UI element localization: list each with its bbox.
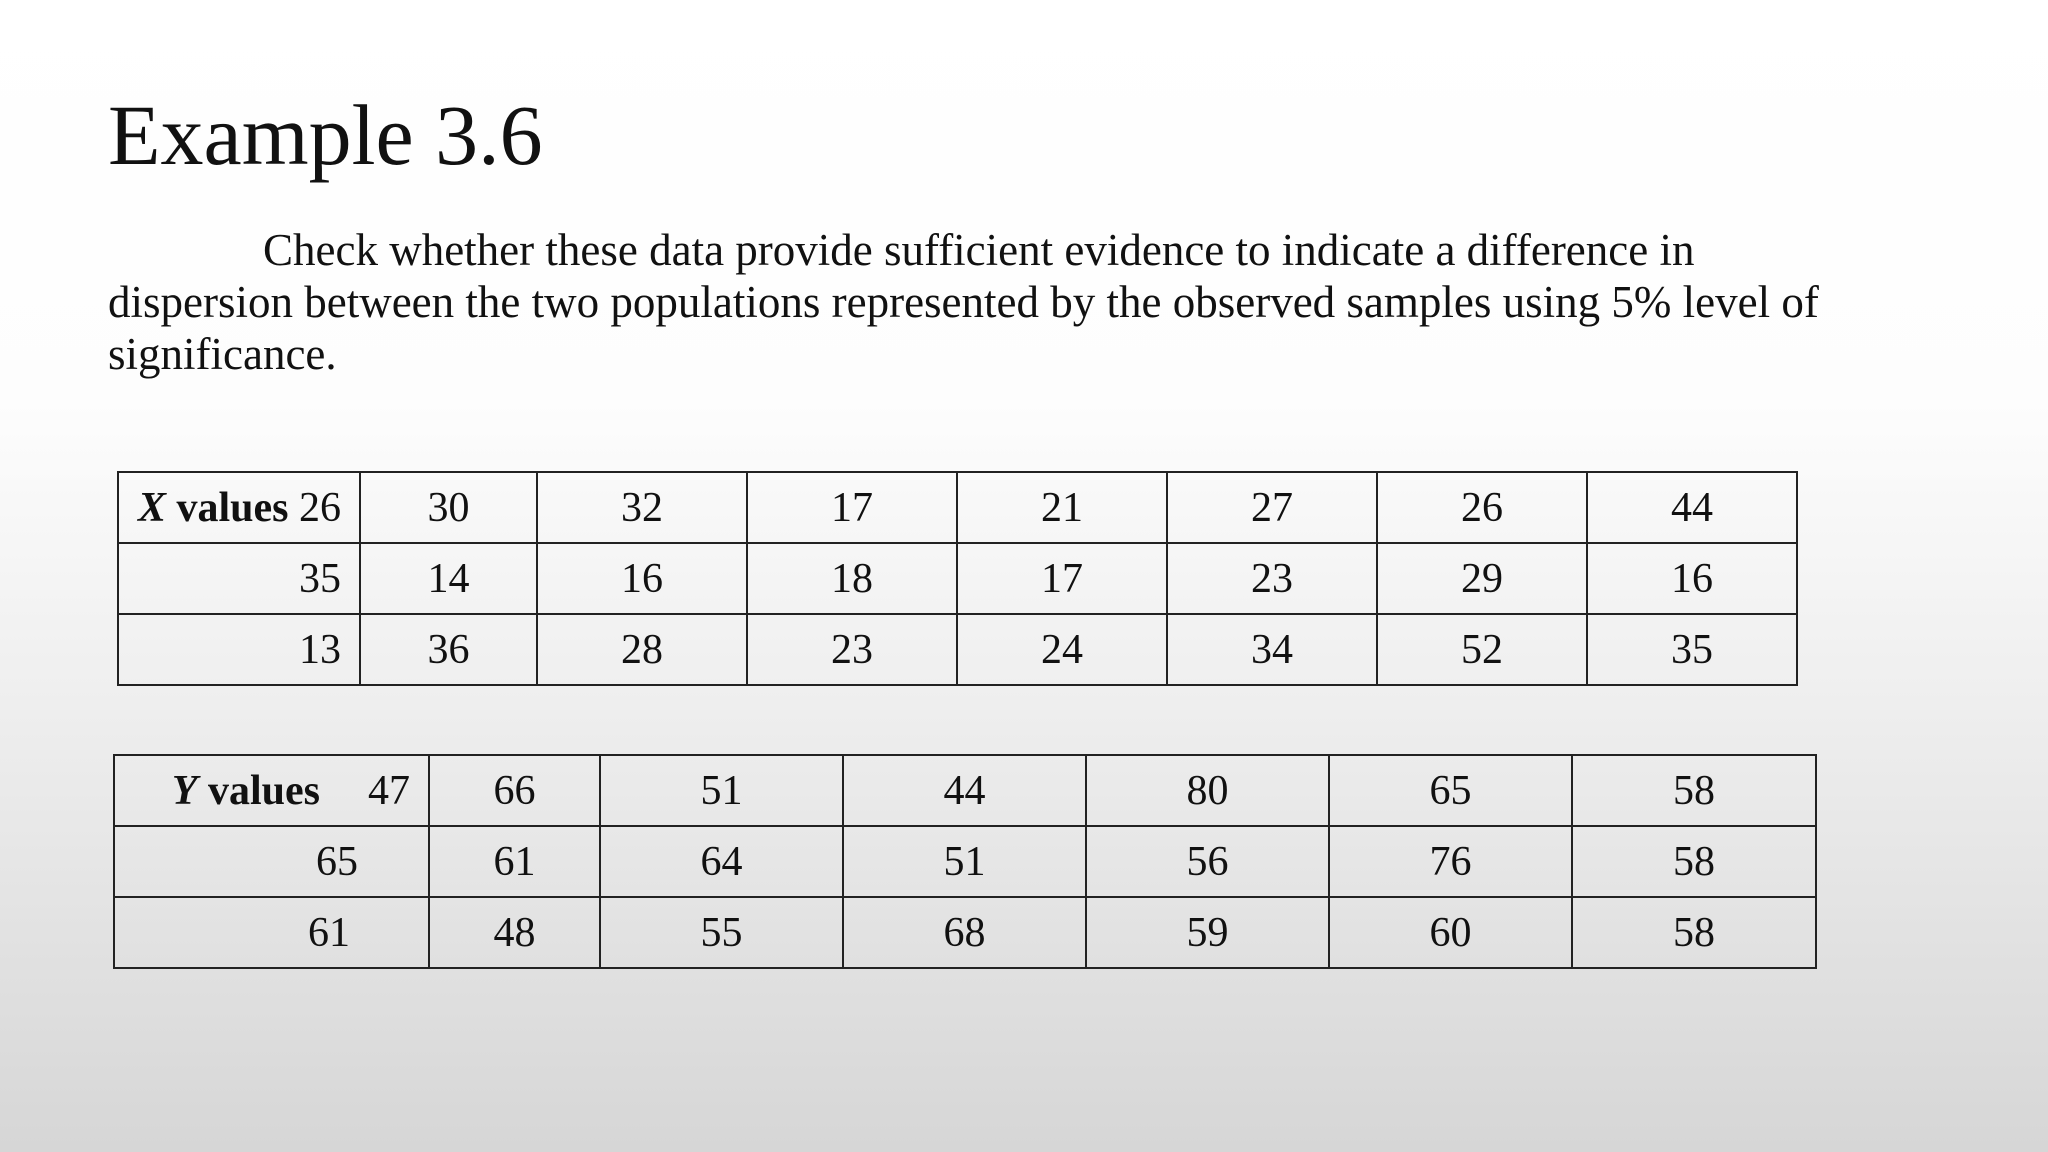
table-cell: 36	[360, 614, 537, 685]
table-cell: 16	[1587, 543, 1797, 614]
table-cell: 32	[537, 472, 747, 543]
table-cell: 65	[1329, 755, 1572, 826]
table-cell: 61	[114, 897, 429, 968]
slide-title: Example 3.6	[108, 87, 543, 183]
table-row	[114, 897, 1816, 968]
table-cell: 17	[957, 543, 1167, 614]
table-cell: 51	[600, 755, 843, 826]
table-cell: 24	[957, 614, 1167, 685]
table-cell: 27	[1167, 472, 1377, 543]
table-cell: 64	[600, 826, 843, 897]
table-cell: 17	[747, 472, 957, 543]
problem-statement: Check whether these data provide sufficient evidence to indicate a difference in dispersion between the two populations represented by the observed samples using 5% level of significance.	[108, 225, 1819, 379]
table-cell: 30	[360, 472, 537, 543]
table-row	[118, 543, 1797, 614]
table-cell: 65	[114, 826, 429, 897]
table-cell: Y values 47	[114, 755, 429, 826]
table-cell: 80	[1086, 755, 1329, 826]
table-cell: 23	[747, 614, 957, 685]
table-cell: 21	[957, 472, 1167, 543]
table-row	[114, 826, 1816, 897]
table-row	[118, 472, 1797, 543]
table-cell: 58	[1572, 897, 1816, 968]
x-values-table	[117, 471, 1798, 686]
table-cell: 16	[537, 543, 747, 614]
y-values-table	[113, 754, 1817, 969]
table-cell: 44	[843, 755, 1086, 826]
x-values-label: X values	[137, 484, 289, 531]
table-cell: 44	[1587, 472, 1797, 543]
table-cell: 58	[1572, 755, 1816, 826]
table-cell: 26	[1377, 472, 1587, 543]
table-cell: 48	[429, 897, 600, 968]
table-cell: 76	[1329, 826, 1572, 897]
table-cell: 68	[843, 897, 1086, 968]
table-cell: 51	[843, 826, 1086, 897]
table-cell: 56	[1086, 826, 1329, 897]
table-cell: X values 26	[118, 472, 360, 543]
table-cell: 29	[1377, 543, 1587, 614]
table-cell: 59	[1086, 897, 1329, 968]
table-cell: 66	[429, 755, 600, 826]
table-cell: 13	[118, 614, 360, 685]
table-cell: 14	[360, 543, 537, 614]
table-cell: 60	[1329, 897, 1572, 968]
table-cell: 35	[118, 543, 360, 614]
table-row	[118, 614, 1797, 685]
table-row	[114, 755, 1816, 826]
table-cell: 61	[429, 826, 600, 897]
table-cell: 28	[537, 614, 747, 685]
table-cell: 23	[1167, 543, 1377, 614]
table-cell: 35	[1587, 614, 1797, 685]
y-values-label: Y values	[171, 767, 320, 814]
table-cell: 34	[1167, 614, 1377, 685]
table-cell: 55	[600, 897, 843, 968]
table-cell: 18	[747, 543, 957, 614]
table-cell: 52	[1377, 614, 1587, 685]
table-cell: 58	[1572, 826, 1816, 897]
